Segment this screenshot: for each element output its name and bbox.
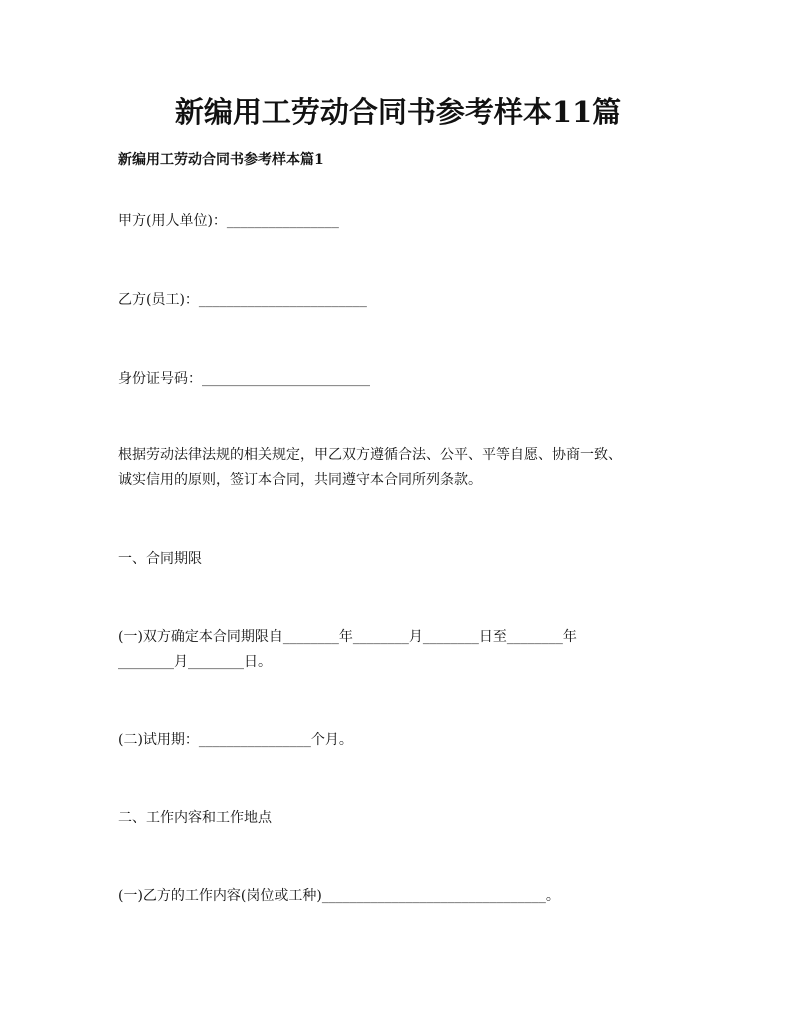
section-heading-work: 二、工作内容和工作地点	[118, 810, 272, 826]
preamble-line-1: 根据劳动法律法规的相关规定，甲乙双方遵循合法、公平、平等自愿、协商一致、	[118, 447, 622, 463]
job-content-line: (一)乙方的工作内容(岗位或工种)________________________________。	[118, 888, 560, 904]
probation-line: (二)试用期：________________个月。	[118, 732, 353, 748]
party-a-line: 甲方(用人单位)：________________	[118, 213, 339, 229]
document-subtitle: 新编用工劳动合同书参考样本篇1	[118, 152, 324, 168]
term-line-2: ________月________日。	[118, 654, 272, 670]
party-b-line: 乙方(员工)：________________________	[118, 292, 367, 308]
term-line-1: (一)双方确定本合同期限自________年________月________日至________年	[118, 629, 577, 645]
id-number-line: 身份证号码：________________________	[118, 371, 370, 387]
document-title: 新编用工劳动合同书参考样本11篇	[174, 95, 622, 129]
section-heading-term: 一、合同期限	[118, 551, 202, 567]
preamble-line-2: 诚实信用的原则，签订本合同，共同遵守本合同所列条款。	[118, 472, 482, 488]
